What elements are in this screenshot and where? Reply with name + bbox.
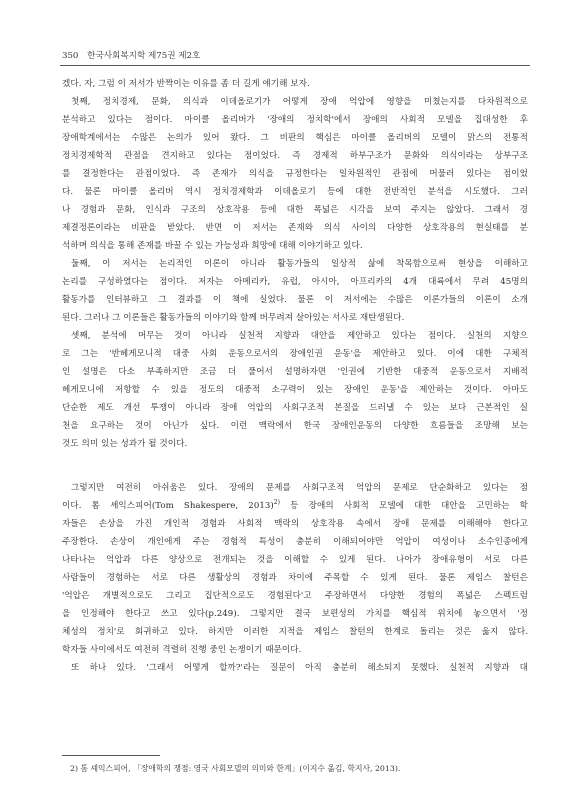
text-line-content: 를 결정한다는 관점이었다. 즉 존재가 의식을 규정한다는 일차원적인 관점에 머물러 있다는 점이었 <box>62 169 528 179</box>
running-header <box>62 49 528 63</box>
text-line <box>62 479 528 497</box>
text-line-content: 사람들이 경험하는 서로 다른 생활상의 경험과 차이에 주목할 수 있게 된다. 물론 제임스 찰턴은 <box>62 573 528 583</box>
text-line <box>62 497 528 515</box>
text-line <box>62 255 528 273</box>
text-line-content: 둘째, 이 저서는 논리적인 이론이 아니라 활동가들의 일상적 삶에 착목함으로써 현상을 이해하고 <box>71 259 528 269</box>
text-line <box>62 605 528 623</box>
text-line <box>62 417 528 435</box>
paragraph-gap <box>62 453 528 479</box>
journal-title: 한국사회복지학 제75권 제2호 <box>87 51 201 61</box>
text-line-content: 나타나는 억압과 다른 양상으로 전개되는 것을 이해할 수 있게 된다. 나아가 장애유형이 서로 다른 <box>62 555 528 565</box>
text-line-content: 이다. 톰 셰익스피어(Tom Shakespere, 2013) <box>62 501 274 511</box>
footnote-rule <box>62 755 160 756</box>
text-line <box>62 569 528 587</box>
text-line-content: 활동가를 인터뷰하고 그 결과를 이 책에 실었다. 물론 이 저서에는 수많은 이론가들의 이론이 소개 <box>62 295 528 305</box>
text-line <box>62 435 528 453</box>
text-line-content: 정치경제학적 관점을 견지하고 있다는 점이었다. 즉 경제적 하부구조가 문화와 의식이라는 상부구조 <box>62 151 528 161</box>
text-line-content: 석하며 의식을 통해 존재를 바꿀 수 있는 가능성과 희망에 대해 이야기하고 있다. <box>62 241 363 251</box>
text-line <box>62 515 528 533</box>
text-line-content: 천을 요구하는 것이 아닌가 싶다. 이런 맥락에서 한국 장애인운동의 다양한 흐름들을 조망해 보는 <box>62 421 528 431</box>
text-line-content: 자들은 손상을 가진 개인적 경험과 사회적 맥락의 상호작용 속에서 장애 문제를 이해해야 한다고 <box>62 519 528 529</box>
text-line <box>62 533 528 551</box>
text-line <box>62 93 528 111</box>
text-line <box>62 399 528 417</box>
text-line <box>62 111 528 129</box>
text-line <box>62 381 528 399</box>
text-line-content: 주장한다. 손상이 개인에게 주는 경험적 특성이 충분히 이해되어야만 억압이 여성이나 소수인종에게 <box>62 537 528 547</box>
text-line <box>62 587 528 605</box>
text-line <box>62 165 528 183</box>
text-line-content: 을 인정해야 한다고 쓰고 있다(p.249). 그렇지만 결국 보편성의 가치를 핵심적 위치에 놓으면서 '정 <box>62 609 528 619</box>
text-line <box>62 363 528 381</box>
text-line <box>62 129 528 147</box>
text-line-content: 된다. 그러나 그 이론들은 활동가들의 이야기와 함께 버무려져 살아있는 서사로 재탄생된다. <box>62 313 405 323</box>
footnote: 2) 톰 셰익스피어, 「장애학의 쟁점: 영국 사회모델의 의미와 한계」(이지수 옮김, 학지사, 2013). <box>70 764 401 773</box>
text-line-content: 분석하고 있다는 점이다. 마이클 올리버가 '장애의 정치학'에서 장애의 사회적 모델을 집대성한 후 <box>62 115 528 125</box>
text-line-content: '억압은 개별적으로도 그리고 집단적으로도 경험된다'고 주장하면서 다양한 경험의 폭넓은 스펙트럼 <box>62 591 528 601</box>
text-line-content: 로 그는 '반헤게모니적 대중 사회 운동으로서의 장애인권 운동'을 제안하고 있다. 이에 대한 구체적 <box>62 349 528 359</box>
text-line <box>62 219 528 237</box>
text-line <box>62 147 528 165</box>
text-line-content: 셋째, 분석에 머무는 것이 아니라 실천적 지향과 대안을 제안하고 있다는 점이다. 실천의 지향으 <box>71 331 528 341</box>
text-line <box>62 273 528 291</box>
text-line <box>62 75 528 93</box>
text-line-content: 학자들 사이에서도 여전히 격렬히 진행 중인 논쟁이기 때문이다. <box>62 645 302 655</box>
header-rule <box>60 65 530 66</box>
text-line-content: 다. 물론 마이클 올리버 역시 정치경제학과 이데올로기 등에 대한 전반적인 분석을 시도했다. 그러 <box>62 187 528 197</box>
text-line-content: 장애학계에서는 수많은 논의가 있어 왔다. 그 비판의 핵심은 마이클 올리버의 모델이 맑스의 전통적 <box>62 133 528 143</box>
text-line-content: 인 설명은 다소 부족하지만 조금 더 풀어서 설명하자면 '인권에 기반한 대중적 운동으로서 지배적 <box>62 367 528 377</box>
text-line <box>62 623 528 641</box>
text-line-content: 나 경험과 문화, 인식과 구조의 상호작용 등에 대한 폭넓은 시각을 보여 주지는 않았다. 그래서 경 <box>62 205 528 215</box>
text-line-content: 첫째, 정치경제, 문화, 의식과 이데올로기가 어떻게 장애 억압에 영향을 미쳤는지를 다차원적으로 <box>71 97 528 107</box>
text-line <box>62 291 528 309</box>
page-number: 350 <box>62 51 79 61</box>
text-line <box>62 183 528 201</box>
text-line-content: 그렇지만 여전히 아쉬움은 있다. 장애의 문제를 사회구조적 억압의 문제로 단순화하고 있다는 점 <box>71 483 528 493</box>
text-line-content: 단순한 제도 개선 투쟁이 아니라 장애 억압의 사회구조적 본질을 드러낼 수 있는 보다 근본적인 실 <box>62 403 528 413</box>
text-line <box>62 201 528 219</box>
text-line-content: 논리를 구성하였다는 점이다. 저자는 아메리카, 유럽, 아시아, 아프리카의 4개 대륙에서 무려 45명의 <box>62 277 528 287</box>
footnote-ref: 2) <box>273 499 281 507</box>
text-line-content: 헤게모니에 저항할 수 있을 정도의 대중적 소구력이 있는 장애인 운동'을 제안하는 것이다. 아마도 <box>62 385 528 395</box>
text-line <box>62 345 528 363</box>
text-line-content: 등 장애의 사회적 모델에 대한 대안을 고민하는 학 <box>280 501 528 511</box>
text-line-content: 겠다. 자, 그럼 이 저서가 반짝이는 이유를 좀 더 길게 얘기해 보자. <box>62 79 310 89</box>
text-line <box>62 327 528 345</box>
text-line <box>62 309 528 327</box>
text-line <box>62 641 528 659</box>
text-line-content: 제결정론이라는 비판을 받았다. 반면 이 저서는 존재와 의식 사이의 다양한 상호작용의 현실태를 분 <box>62 223 528 233</box>
text-line <box>62 237 528 255</box>
body-text <box>62 75 528 677</box>
text-line-content: 또 하나 있다. '그래서 어떻게 할까?'라는 질문이 아직 충분히 해소되지 못했다. 실천적 지향과 대 <box>71 663 528 673</box>
text-line <box>62 551 528 569</box>
text-line-content: 것도 의미 있는 성과가 될 것이다. <box>62 439 188 449</box>
text-line-content: 체성의 정치'로 회귀하고 있다. 하지만 이러한 지적을 제임스 찰턴의 한계로 돌리는 것은 옳지 않다. <box>62 627 528 637</box>
text-line <box>62 659 528 677</box>
